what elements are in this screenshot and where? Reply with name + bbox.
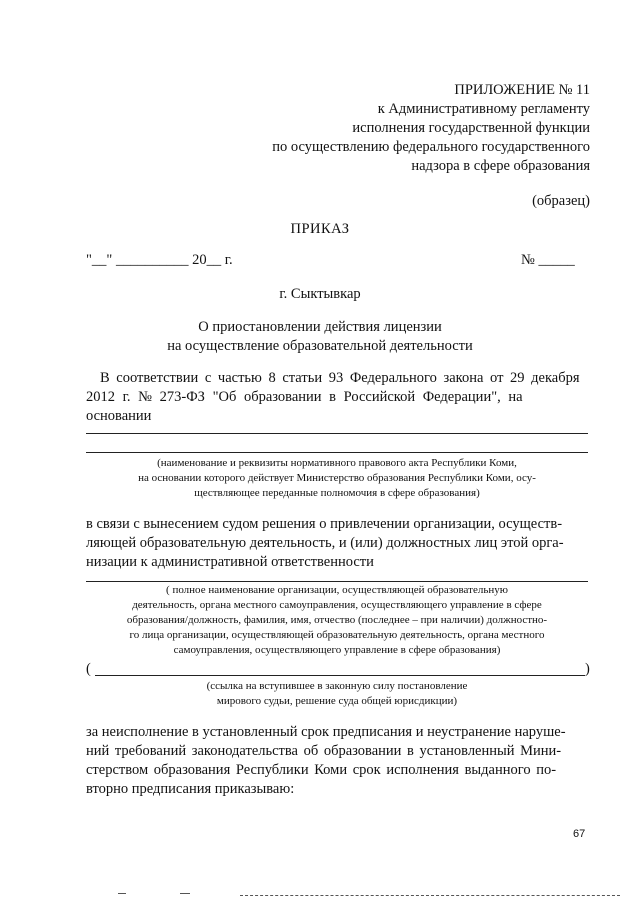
final-line-2: ний требований законодательства об образовании в установленный Мини-	[86, 743, 562, 759]
org-caption-5: самоуправления, осуществляющего управление в сфере образования)	[173, 644, 501, 656]
court-line-3: низации к административной ответственности	[86, 554, 374, 570]
subject-line-2: на осуществление образовательной деятельности	[167, 338, 473, 354]
header-line-3: по осуществлению федерального государственного	[272, 139, 590, 155]
header-line-1: к Административному регламенту	[377, 101, 590, 117]
paren-open: (	[86, 661, 91, 677]
act-caption-1: (наименование и реквизиты нормативного правового акта Республики Коми,	[157, 457, 517, 469]
fill-line-act-2	[86, 452, 588, 453]
org-caption-1: ( полное наименование организации, осуществляющей образовательную	[166, 584, 508, 596]
header-line-4: надзора в сфере образования	[411, 158, 590, 174]
date-placeholder: "__" __________ 20__ г.	[86, 252, 233, 268]
court-line-2: ляющей образовательную деятельность, и (или) должностных лиц этой орга-	[86, 535, 564, 551]
fill-line-act-1	[86, 433, 588, 434]
fill-line-ref	[95, 675, 585, 676]
org-caption-2: деятельность, органа местного самоуправления, осуществляющего управление в сфере	[132, 599, 542, 611]
scan-artifact	[180, 893, 190, 894]
appendix-title: ПРИЛОЖЕНИЕ № 11	[454, 82, 590, 98]
org-caption-3: образования/должность, фамилия, имя, отчество (последнее – при наличии) должностно-	[126, 614, 548, 626]
act-caption-2: на основании которого действует Министерство образования Республики Коми, осу-	[138, 472, 536, 484]
scan-artifact	[118, 893, 126, 894]
subject-line-1: О приостановлении действия лицензии	[198, 319, 442, 335]
court-line-1: в связи с вынесением судом решения о привлечении организации, осуществ-	[86, 516, 563, 532]
sample-label: (образец)	[532, 193, 590, 209]
final-line-3: стерством образования Республики Коми срок исполнения выданного по-	[86, 762, 557, 778]
final-line-4: вторно предписания приказываю:	[86, 781, 295, 797]
fill-line-org	[86, 581, 588, 582]
basis-line-2: 2012 г. № 273-ФЗ "Об образовании в Российской Федерации", на	[86, 389, 523, 405]
org-caption-4: го лица организации, осуществляющей образовательную деятельность, органа местного	[129, 629, 545, 641]
order-title: ПРИКАЗ	[290, 221, 350, 237]
scan-artifact	[240, 895, 620, 896]
header-line-2: исполнения государственной функции	[352, 120, 590, 136]
basis-line-3: основании	[86, 408, 152, 424]
ref-caption-2: мирового судьи, решение суда общей юрисдикции)	[216, 695, 458, 707]
number-placeholder: № _____	[521, 252, 575, 268]
act-caption-3: ществляющее переданные полномочия в сфере образования)	[194, 487, 480, 499]
ref-caption-1: (ссылка на вступившее в законную силу постановление	[206, 680, 468, 692]
paren-close: )	[585, 661, 590, 677]
basis-line-1: В соответствии с частью 8 статьи 93 Федерального закона от 29 декабря	[100, 370, 580, 386]
final-line-1: за неисполнение в установленный срок предписания и неустранение наруше-	[86, 724, 566, 740]
page-number: 67	[573, 828, 586, 840]
city: г. Сыктывкар	[279, 286, 361, 302]
